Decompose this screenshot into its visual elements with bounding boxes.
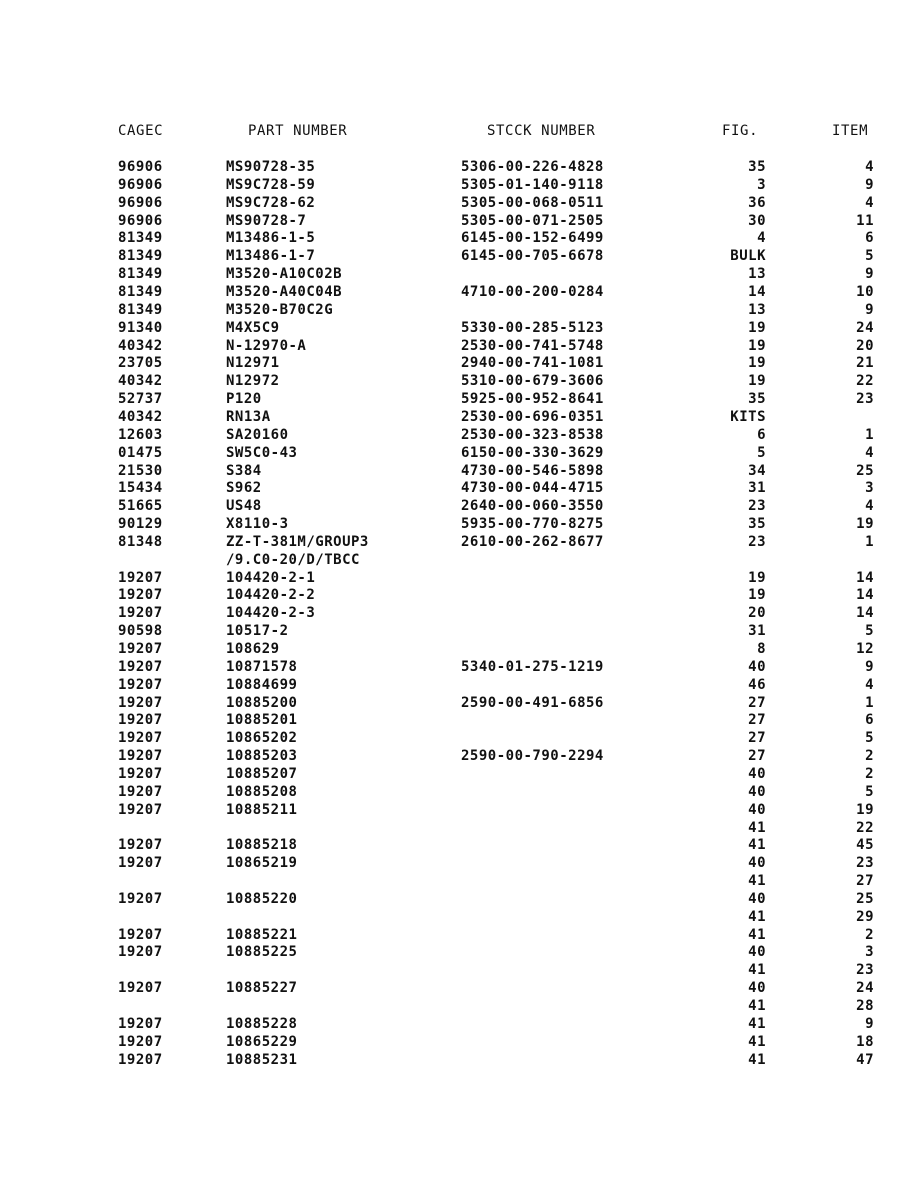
item-cell: 25 [856,462,874,479]
stock-number-cell: 6150-00-330-3629 [461,444,604,461]
fig-cell: 34 [748,462,766,479]
table-row [0,694,918,712]
table-row [0,158,918,176]
fig-cell: 19 [748,569,766,586]
item-cell: 2 [865,765,874,782]
stock-number-cell: 5305-01-140-9118 [461,176,604,193]
stock-number-cell: 4730-00-546-5898 [461,462,604,479]
stock-number-cell: 4730-00-044-4715 [461,480,604,497]
table-row [0,1015,918,1033]
cagec-cell: 19207 [118,694,163,711]
item-cell: 9 [865,266,874,283]
table-row [0,801,918,819]
item-cell: 6 [865,712,874,729]
cagec-cell: 81349 [118,301,163,318]
part-number-cell: MS9C728-59 [226,176,316,193]
part-number-cell: S384 [226,462,262,479]
table-row [0,1051,918,1069]
stock-number-cell: 5340-01-275-1219 [461,658,604,675]
part-number-cell: 10885200 [226,694,298,711]
part-number-cell: X8110-3 [226,516,289,532]
cagec-cell: 19207 [118,712,163,729]
part-number-cell: 10885225 [226,944,298,961]
table-row [0,586,918,604]
fig-cell: 40 [748,801,766,818]
fig-cell: 23 [748,498,766,515]
cagec-cell: 15434 [118,480,163,497]
header-stock-number: STCCK NUMBER [487,123,596,139]
stock-number-cell: 5935-00-770-8275 [461,516,604,532]
table-row [0,640,918,658]
cagec-cell: 19207 [118,1015,163,1032]
fig-cell: 19 [748,355,766,372]
table-row [0,908,918,926]
table-row [0,372,918,390]
table-row [0,283,918,301]
part-number-cell: SA20160 [226,426,289,443]
fig-cell: 41 [748,1033,766,1050]
part-number-cell: 10885208 [226,783,298,800]
item-cell: 23 [856,855,874,872]
cagec-cell: 96906 [118,159,163,175]
fig-cell: 23 [748,533,766,550]
item-cell: 3 [865,944,874,961]
fig-cell: 14 [748,284,766,300]
table-row [0,426,918,444]
fig-cell: 41 [748,837,766,854]
part-number-cell: N12972 [226,373,280,390]
fig-cell: 8 [757,641,766,657]
item-cell: 1 [865,694,874,711]
part-number-cell: 10885203 [226,748,298,765]
header-cagec: CAGEC [118,123,164,139]
part-number-cell: 10885201 [226,712,298,729]
item-cell: 11 [856,212,874,229]
cagec-cell: 19207 [118,890,163,907]
stock-number-cell: 6145-00-705-6678 [461,248,604,265]
cagec-cell: 91340 [118,319,163,336]
cagec-cell: 96906 [118,176,163,193]
table-row [0,747,918,765]
table-row [0,890,918,908]
table-row [0,462,918,480]
fig-cell: 27 [748,748,766,765]
part-number-cell: S962 [226,480,262,497]
cagec-cell: 40342 [118,373,163,390]
part-number-cell: M3520-B70C2G [226,301,334,318]
header-item: ITEM [832,123,869,139]
fig-cell: 41 [748,1051,766,1068]
item-cell: 1 [865,533,874,550]
part-number-cell: 10885227 [226,980,298,997]
item-cell: 27 [856,873,874,889]
fig-cell: 41 [748,962,766,979]
part-number-cell: 10885228 [226,1015,298,1032]
table-row [0,247,918,265]
cagec-cell: 21530 [118,462,163,479]
table-row [0,569,918,587]
table-row [0,658,918,676]
cagec-cell: 19207 [118,944,163,961]
fig-cell: 20 [748,605,766,622]
stock-number-cell: 5305-00-071-2505 [461,212,604,229]
part-number-cell: ZZ-T-381M/GROUP3 [226,533,369,550]
table-row [0,497,918,515]
fig-cell: 36 [748,194,766,211]
item-cell: 1 [865,426,874,443]
fig-cell: 31 [748,623,766,640]
table-row [0,212,918,230]
part-number-cell: M3520-A40C04B [226,284,343,300]
item-cell: 4 [865,676,874,693]
cagec-cell: 81349 [118,284,163,300]
header-fig: FIG. [722,123,759,139]
cagec-cell: 19207 [118,926,163,943]
fig-cell: 27 [748,694,766,711]
part-number-cell: M4X5C9 [226,319,280,336]
fig-cell: 40 [748,890,766,907]
fig-cell: 30 [748,212,766,229]
part-number-cell: 10885207 [226,765,298,782]
item-cell: 5 [865,783,874,800]
table-row [0,676,918,694]
part-number-cell: 10871578 [226,658,298,675]
cagec-cell: 81349 [118,266,163,283]
item-cell: 2 [865,926,874,943]
fig-cell: 41 [748,908,766,925]
fig-cell: 40 [748,658,766,675]
fig-cell: 35 [748,391,766,408]
item-cell: 6 [865,230,874,247]
part-number-cell: 10865202 [226,730,298,747]
cagec-cell: 19207 [118,658,163,675]
table-row [0,176,918,194]
item-cell: 20 [856,337,874,354]
cagec-cell: 19207 [118,855,163,872]
item-cell: 2 [865,748,874,765]
cagec-cell: 90129 [118,516,163,532]
table-row [0,711,918,729]
item-cell: 4 [865,444,874,461]
fig-cell: 41 [748,998,766,1014]
part-number-cell: 104420-2-3 [226,605,316,622]
part-number-cell: 10885218 [226,837,298,854]
table-row [0,729,918,747]
table-row [0,979,918,997]
item-cell: 4 [865,194,874,211]
cagec-cell: 19207 [118,801,163,818]
part-number-cell: 10517-2 [226,623,289,640]
fig-cell: 41 [748,1015,766,1032]
table-row [0,533,918,551]
table-row [0,1033,918,1051]
cagec-cell: 19207 [118,783,163,800]
item-cell: 24 [856,980,874,997]
cagec-cell: 19207 [118,569,163,586]
part-number-cell: MS9C728-62 [226,194,316,211]
stock-number-cell: 6145-00-152-6499 [461,230,604,247]
table-row [0,444,918,462]
fig-cell: 40 [748,765,766,782]
cagec-cell: 81349 [118,248,163,265]
part-number-cell: 10884699 [226,676,298,693]
part-number-cell: RN13A [226,408,271,425]
table-row [0,319,918,337]
table-row [0,926,918,944]
cagec-cell: 12603 [118,426,163,443]
part-number-cell: MS90728-35 [226,159,316,175]
part-number-cell: 104420-2-2 [226,587,316,604]
cagec-cell: 19207 [118,587,163,604]
table-row [0,408,918,426]
table-row [0,301,918,319]
table-row [0,622,918,640]
table-row [0,961,918,979]
fig-cell: 35 [748,159,766,175]
cagec-cell: 19207 [118,730,163,747]
fig-cell: 19 [748,587,766,604]
table-row [0,229,918,247]
header-part-number: PART NUMBER [248,123,348,139]
cagec-cell: 19207 [118,676,163,693]
cagec-cell: 19207 [118,837,163,854]
table-row [0,765,918,783]
item-cell: 22 [856,819,874,836]
stock-number-cell: 5925-00-952-8641 [461,391,604,408]
item-cell: 47 [856,1051,874,1068]
part-number-cell: 10885221 [226,926,298,943]
stock-number-cell: 4710-00-200-0284 [461,284,604,300]
stock-number-cell: 2610-00-262-8677 [461,533,604,550]
column-header-row [0,122,918,140]
fig-cell: 5 [757,444,766,461]
stock-number-cell: 2530-00-323-8538 [461,426,604,443]
part-number-cell: /9.C0-20/D/TBCC [226,551,360,568]
item-cell: 45 [856,837,874,854]
cagec-cell: 19207 [118,641,163,657]
cagec-cell: 23705 [118,355,163,372]
cagec-cell: 81348 [118,533,163,550]
cagec-cell: 90598 [118,623,163,640]
fig-cell: 46 [748,676,766,693]
item-cell: 19 [856,516,874,532]
cagec-cell: 81349 [118,230,163,247]
table-row [0,337,918,355]
fig-cell: 41 [748,873,766,889]
item-cell: 14 [856,605,874,622]
fig-cell: 27 [748,730,766,747]
cagec-cell: 19207 [118,1033,163,1050]
fig-cell: 13 [748,301,766,318]
fig-cell: 41 [748,819,766,836]
part-number-cell: M3520-A10C02B [226,266,343,283]
item-cell: 9 [865,176,874,193]
table-row [0,836,918,854]
stock-number-cell: 5306-00-226-4828 [461,159,604,175]
item-cell: 4 [865,159,874,175]
cagec-cell: 96906 [118,212,163,229]
item-cell: 10 [856,284,874,300]
fig-cell: 40 [748,855,766,872]
stock-number-cell: 2590-00-491-6856 [461,694,604,711]
item-cell: 14 [856,569,874,586]
table-row [0,819,918,837]
part-number-cell: US48 [226,498,262,515]
stock-number-cell: 2530-00-696-0351 [461,408,604,425]
table-row [0,354,918,372]
table-row [0,265,918,283]
item-cell: 14 [856,587,874,604]
cagec-cell: 19207 [118,980,163,997]
item-cell: 23 [856,391,874,408]
part-number-cell: M13486-1-5 [226,230,316,247]
part-number-cell: 108629 [226,641,280,657]
stock-number-cell: 2530-00-741-5748 [461,337,604,354]
part-number-cell: MS90728-7 [226,212,307,229]
item-cell: 19 [856,801,874,818]
item-cell: 23 [856,962,874,979]
fig-cell: 40 [748,783,766,800]
fig-cell: 40 [748,980,766,997]
item-cell: 9 [865,301,874,318]
stock-number-cell: 2590-00-790-2294 [461,748,604,765]
cagec-cell: 40342 [118,408,163,425]
part-number-cell: N12971 [226,355,280,372]
item-cell: 9 [865,1015,874,1032]
table-row [0,854,918,872]
part-number-cell: 10885220 [226,890,298,907]
stock-number-cell: 5330-00-285-5123 [461,319,604,336]
table-row [0,997,918,1015]
part-number-cell: 104420-2-1 [226,569,316,586]
cagec-cell: 01475 [118,444,163,461]
fig-cell: 13 [748,266,766,283]
cagec-cell: 19207 [118,748,163,765]
table-row [0,390,918,408]
item-cell: 24 [856,319,874,336]
item-cell: 5 [865,623,874,640]
part-number-cell: 10865219 [226,855,298,872]
fig-cell: 35 [748,516,766,532]
stock-number-cell: 2640-00-060-3550 [461,498,604,515]
item-cell: 28 [856,998,874,1014]
fig-cell: 41 [748,926,766,943]
stock-number-cell: 5310-00-679-3606 [461,373,604,390]
part-number-cell: SW5C0-43 [226,444,298,461]
stock-number-cell: 5305-00-068-0511 [461,194,604,211]
item-cell: 5 [865,248,874,265]
part-number-cell: 10885231 [226,1051,298,1068]
fig-cell: BULK [730,248,766,265]
cagec-cell: 19207 [118,605,163,622]
part-number-cell: P120 [226,391,262,408]
item-cell: 29 [856,908,874,925]
part-number-cell: M13486-1-7 [226,248,316,265]
item-cell: 25 [856,890,874,907]
cagec-cell: 19207 [118,765,163,782]
table-row [0,551,918,569]
cagec-cell: 52737 [118,391,163,408]
fig-cell: 31 [748,480,766,497]
table-row [0,479,918,497]
item-cell: 22 [856,373,874,390]
fig-cell: 3 [757,176,766,193]
table-row [0,604,918,622]
cagec-cell: 40342 [118,337,163,354]
fig-cell: 19 [748,373,766,390]
item-cell: 21 [856,355,874,372]
item-cell: 18 [856,1033,874,1050]
table-row [0,783,918,801]
table-row [0,194,918,212]
fig-cell: 27 [748,712,766,729]
item-cell: 9 [865,658,874,675]
fig-cell: 19 [748,337,766,354]
item-cell: 12 [856,641,874,657]
part-number-cell: 10865229 [226,1033,298,1050]
part-number-cell: N-12970-A [226,337,307,354]
table-row [0,515,918,533]
fig-cell: 19 [748,319,766,336]
fig-cell: 40 [748,944,766,961]
fig-cell: 6 [757,426,766,443]
cagec-cell: 19207 [118,1051,163,1068]
item-cell: 4 [865,498,874,515]
cagec-cell: 51665 [118,498,163,515]
table-row [0,872,918,890]
part-number-cell: 10885211 [226,801,298,818]
fig-cell: KITS [730,408,766,425]
stock-number-cell: 2940-00-741-1081 [461,355,604,372]
table-row [0,943,918,961]
item-cell: 5 [865,730,874,747]
cagec-cell: 96906 [118,194,163,211]
item-cell: 3 [865,480,874,497]
fig-cell: 4 [757,230,766,247]
